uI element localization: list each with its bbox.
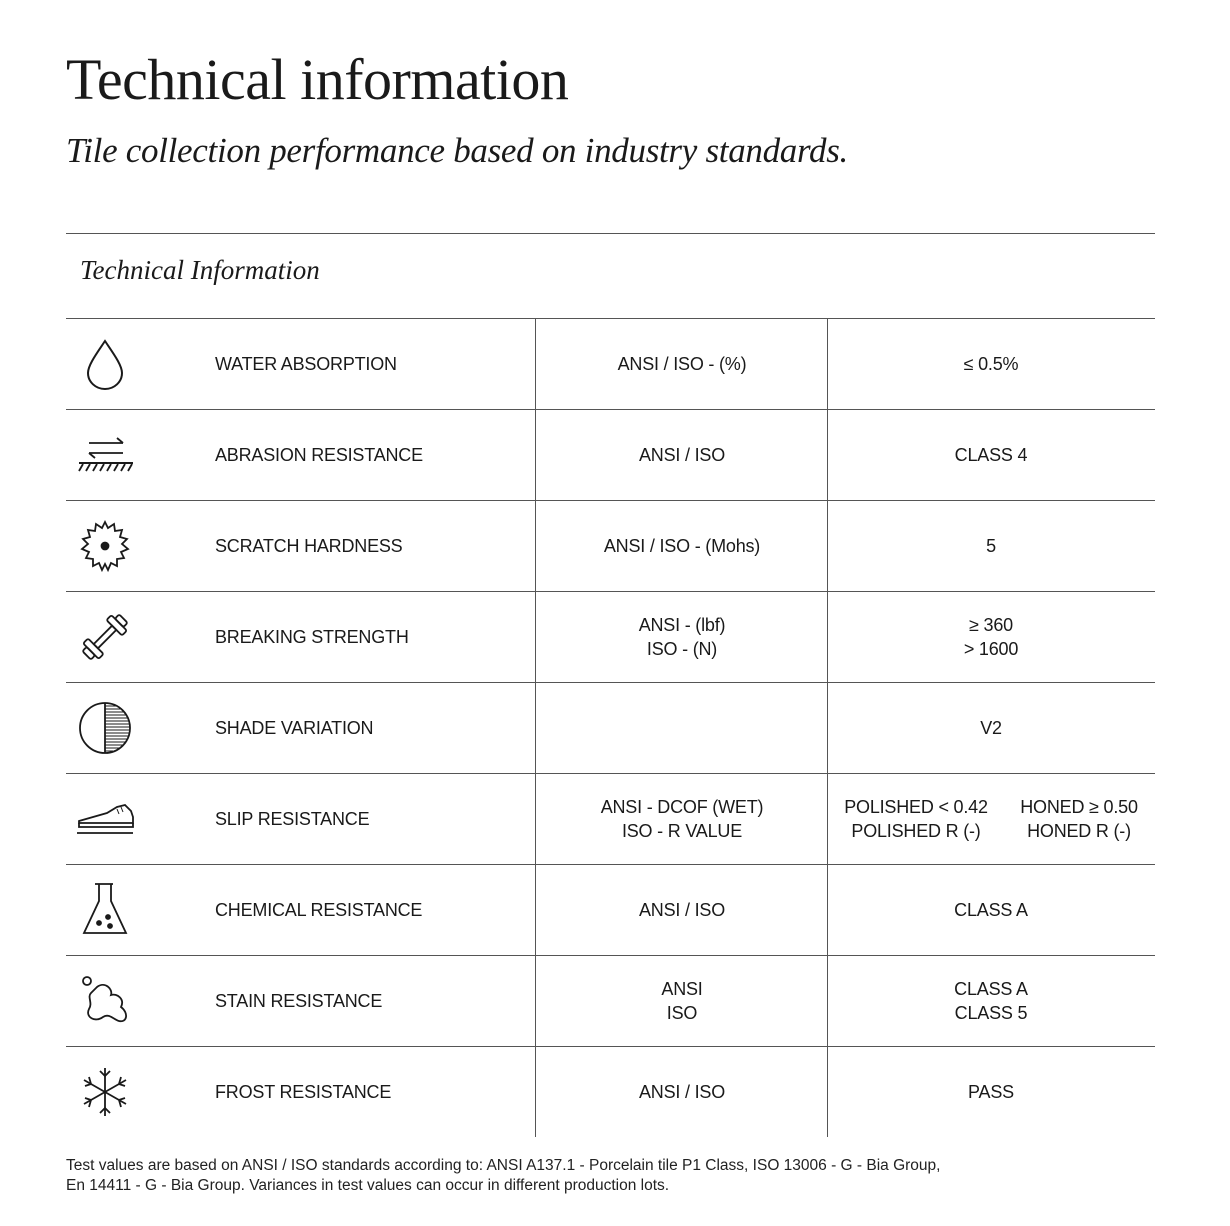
row-label: BREAKING STRENGTH [215, 626, 409, 647]
standard-text: ANSI / ISO [638, 899, 726, 920]
standard-text: ISO [666, 1003, 698, 1023]
standard-cell [535, 956, 828, 1046]
divider [66, 233, 1155, 234]
standard-text: ANSI / ISO [638, 1081, 726, 1102]
stain-icon [66, 956, 144, 1046]
flask-icon [66, 865, 144, 955]
value-cell [827, 956, 1154, 1046]
standard-text: ISO - (N) [646, 639, 718, 659]
value-text: ≤ 0.5% [963, 353, 1019, 374]
table-row [66, 409, 1155, 500]
value-text: POLISHED R (-) [851, 821, 981, 841]
value-cell [827, 592, 1154, 682]
value-text: V2 [980, 717, 1002, 738]
value-cell [827, 1047, 1154, 1137]
value-cell [827, 774, 1154, 864]
standard-cell [535, 1047, 828, 1137]
value-text: CLASS A [954, 899, 1028, 920]
shade-circle-icon [66, 683, 144, 773]
table-row [66, 591, 1155, 682]
standard-text: ANSI - DCOF (WET) [600, 797, 764, 817]
standard-cell [535, 592, 828, 682]
value-cell [827, 865, 1154, 955]
standard-text: ISO - R VALUE [621, 821, 743, 841]
water-drop-icon [66, 319, 144, 409]
value-cell [827, 410, 1154, 500]
row-label: SCRATCH HARDNESS [215, 535, 403, 556]
value-text: POLISHED < 0.42 [844, 797, 988, 817]
table-row [66, 682, 1155, 773]
value-text: PASS [968, 1081, 1014, 1102]
standard-cell [535, 774, 828, 864]
footnote [66, 1156, 1066, 1196]
standard-cell [535, 501, 828, 591]
technical-table [66, 318, 1155, 1137]
polished-values [844, 795, 988, 843]
standard-cell [535, 683, 828, 773]
standard-text: ANSI - (lbf) [638, 615, 726, 635]
shoe-icon [66, 774, 144, 864]
page-subtitle: Tile collection performance based on industry standards. [66, 131, 848, 170]
footnote-line: En 14411 - G - Bia Group. Variances in test values can occur in different production lots. [66, 1177, 670, 1194]
dumbbell-icon [66, 592, 144, 682]
row-label: SLIP RESISTANCE [215, 808, 370, 829]
row-label: CHEMICAL RESISTANCE [215, 899, 423, 920]
standard-text: ANSI / ISO [638, 444, 726, 465]
row-label: SHADE VARIATION [215, 717, 374, 738]
row-label: WATER ABSORPTION [215, 353, 397, 374]
standard-cell [535, 865, 828, 955]
footnote-line: Test values are based on ANSI / ISO standards according to: ANSI A137.1 - Porcelain tile P1 Class, ISO 13006 - G - Bia Group, [66, 1157, 941, 1174]
value-text: CLASS A [954, 979, 1028, 999]
page-title: Technical information [66, 47, 569, 112]
table-row [66, 864, 1155, 955]
snowflake-icon [66, 1047, 144, 1137]
row-label: FROST RESISTANCE [215, 1081, 392, 1102]
value-cell [827, 683, 1154, 773]
value-text: HONED ≥ 0.50 [1020, 797, 1138, 817]
section-label: Technical Information [80, 255, 320, 285]
table-row [66, 318, 1155, 409]
standard-cell [535, 410, 828, 500]
honed-values [1020, 795, 1138, 843]
value-text: CLASS 4 [954, 444, 1028, 465]
table-row [66, 773, 1155, 864]
row-label: ABRASION RESISTANCE [215, 444, 423, 465]
value-cell [827, 319, 1154, 409]
table-row [66, 955, 1155, 1046]
standard-text: ANSI [661, 979, 703, 999]
value-text: HONED R (-) [1027, 821, 1131, 841]
gear-icon [66, 501, 144, 591]
value-cell [827, 501, 1154, 591]
standard-cell [535, 319, 828, 409]
abrasion-icon [66, 410, 144, 500]
table-row [66, 1046, 1155, 1137]
value-text: 5 [986, 535, 996, 556]
row-label: STAIN RESISTANCE [215, 990, 383, 1011]
standard-text: ANSI / ISO - (Mohs) [603, 535, 761, 556]
value-text: > 1600 [963, 639, 1019, 659]
table-row [66, 500, 1155, 591]
value-text: ≥ 360 [969, 615, 1013, 635]
value-text: CLASS 5 [954, 1003, 1028, 1023]
standard-text: ANSI / ISO - (%) [617, 353, 747, 374]
